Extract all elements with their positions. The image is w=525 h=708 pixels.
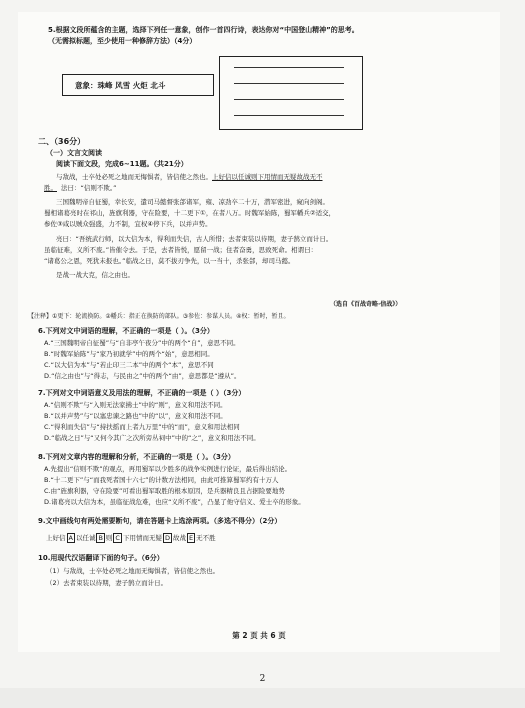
q7-option-a[interactable]: A.“信则不欺”与“入则无法家拂士”中的“则”，意义和用法不同。 xyxy=(44,401,227,409)
q10-sentence-1: （1）与敌战，士卒处必死之地而无悔惧者，皆信使之然也。 xyxy=(46,567,220,575)
annotations: 【注释】①更下：轮流换防。②幡兵：指正在换防的部队。③参佐：参谋人员。④权：暂时，暂且。 xyxy=(28,313,290,320)
q8-option-a[interactable]: A.先提出“信则不欺”的观点，再用蜀军以少胜多的战争实例进行论证，最后得出结论。 xyxy=(44,465,292,473)
q5-note: （无需拟标题，至少使用一种修辞方法）（4分） xyxy=(48,37,197,45)
break-option-d[interactable]: D xyxy=(164,534,170,542)
break-option-b[interactable]: B xyxy=(98,534,103,542)
passage-source: （选自《百战奇略·信战》） xyxy=(330,301,402,308)
subsection-heading: （一）文言文阅读 xyxy=(46,149,102,157)
passage-line: 三国魏明帝自征蜀，幸长安，遣司马懿督张郃诸军，雍、凉劲卒二十万，潜军密进，窥向剑阁。 xyxy=(56,198,329,206)
underlined-sentence: 上好信以任诚则下用情而无疑故战无不 xyxy=(212,173,323,181)
q5-title: 5.根据文段所蕴含的主题，选择下列任一意象，创作一首四行诗，表达你对“中国登山精神”的思考。 xyxy=(48,26,359,34)
q6-option-b[interactable]: B.“时魏军始陈”与“家乃初就学”中的两个“始”，意思相同。 xyxy=(44,350,214,358)
q7-stem: 7.下列对文中词语意义及用法的理解，不正确的一项是（ ）（3分） xyxy=(38,389,246,397)
q8-option-b[interactable]: B.“十二更下”与“而我死者国十六七”的计数方法相同，由此可推算蜀军约有十万人 xyxy=(44,476,279,484)
answer-line xyxy=(234,115,344,116)
exam-page xyxy=(18,12,500,652)
q7-option-b[interactable]: B.“以并声势”与“以塞忠谏之路也”中的“以”，意义和用法不同。 xyxy=(44,412,227,420)
bottom-shadow xyxy=(0,688,525,708)
q6-stem: 6.下列对文中词语的理解，不正确的一项是（ ）。（3分） xyxy=(38,327,214,335)
passage-line: 虽临征难，义所不废。”皆催令去。于是，去者皆悦，愿留一战；住者奋勇，思致死命。相谓曰： xyxy=(44,246,318,254)
answer-line xyxy=(234,67,344,68)
q10-stem: 10.用现代汉语翻译下面的句子。（6分） xyxy=(38,554,164,562)
page-footer: 第 2 页 共 6 页 xyxy=(232,631,286,640)
q6-option-d[interactable]: D.“信之由也”与“得志，与民由之”中的两个“由”，意思都是“遵从”。 xyxy=(44,372,241,380)
page-number: 2 xyxy=(259,674,266,684)
passage-line: 亮曰：“吾统武行师，以大信为本，得利而失信，古人所惜；去者束装以待期，妻子鹄立而计日。 xyxy=(56,235,333,243)
q8-option-c[interactable]: C.由“旌旗利器，守在险要”可看出蜀军取胜的根本原因，是兵器精良且占据险要地势 xyxy=(44,487,285,495)
passage-line: 参佐③咸以贼众强盛，力不制，宜权④停下兵，以并声势。 xyxy=(44,220,212,228)
q8-stem: 8.下列对文章内容的理解和分析，不正确的一项是（ ）。（3分） xyxy=(38,453,235,461)
q7-option-c[interactable]: C.“得利而失信”与“持扶摇而上者九万里”中的“而”，意义和用法相同 xyxy=(44,423,240,431)
answer-line xyxy=(234,83,344,84)
q8-option-d[interactable]: D.诸葛亮以大信为本，虽临征战危难，也应“义所不废”，凸显了他守信义、爱士卒的形象。 xyxy=(44,498,305,506)
q9-stem: 9.文中画线句有两处需要断句，请在答题卡上选涂两项。（多选不得分）（2分） xyxy=(38,517,282,525)
answer-line xyxy=(234,99,344,100)
q6-option-a[interactable]: A.“三国魏明帝自征蜀”与“自非亭午夜分”中的两个“自”，意思不同。 xyxy=(44,339,240,347)
section-heading: 二、（36分） xyxy=(38,137,86,146)
passage-line: 与敌战，士卒处必死之地而无悔惧者，皆信使之然也。上好信以任诚则下用情而无疑故战无不 xyxy=(56,173,323,181)
q7-option-d[interactable]: D.“临战之日”与“又何今其广之次所旁丛祠中”中的“之”，意义和用法不同。 xyxy=(44,434,260,442)
passage-line: 蜀相诸葛亮时在祁山，旌旗利器，守在险要，十二更下①，在者八万。时魏军始陈，蜀军幡兵②适交， xyxy=(44,209,336,217)
passage-line: 胜。 法曰：“信则不欺。” xyxy=(44,184,117,192)
passage-line: 是战一战大克，信之由也。 xyxy=(56,271,134,279)
q10-sentence-2: （2）去者束装以待期，妻子鹄立而计日。 xyxy=(46,579,168,587)
q6-option-c[interactable]: C.“以大信为本”与“若止印三二本”中的两个“本”，意思不同 xyxy=(44,361,214,369)
break-option-a[interactable]: A xyxy=(68,534,73,542)
break-option-c[interactable]: C xyxy=(115,534,120,542)
passage-line: “诸葛公之恩，死犹未报也。”临战之日，莫不拔刃争先，以一当十，杀张郃，却司马懿。 xyxy=(44,257,295,265)
segmentation-sentence: 上好信 A 以任诚 B 则 C 下用情而无疑 D 故战 E 无不胜 xyxy=(46,534,216,542)
reading-instruction: 阅读下面文段，完成6~11题。（共21分） xyxy=(56,160,188,168)
poem-answer-box xyxy=(219,56,363,130)
break-option-e[interactable]: E xyxy=(188,534,194,542)
vocab-box: 意象：珠峰 风雪 火炬 北斗 xyxy=(62,74,214,96)
